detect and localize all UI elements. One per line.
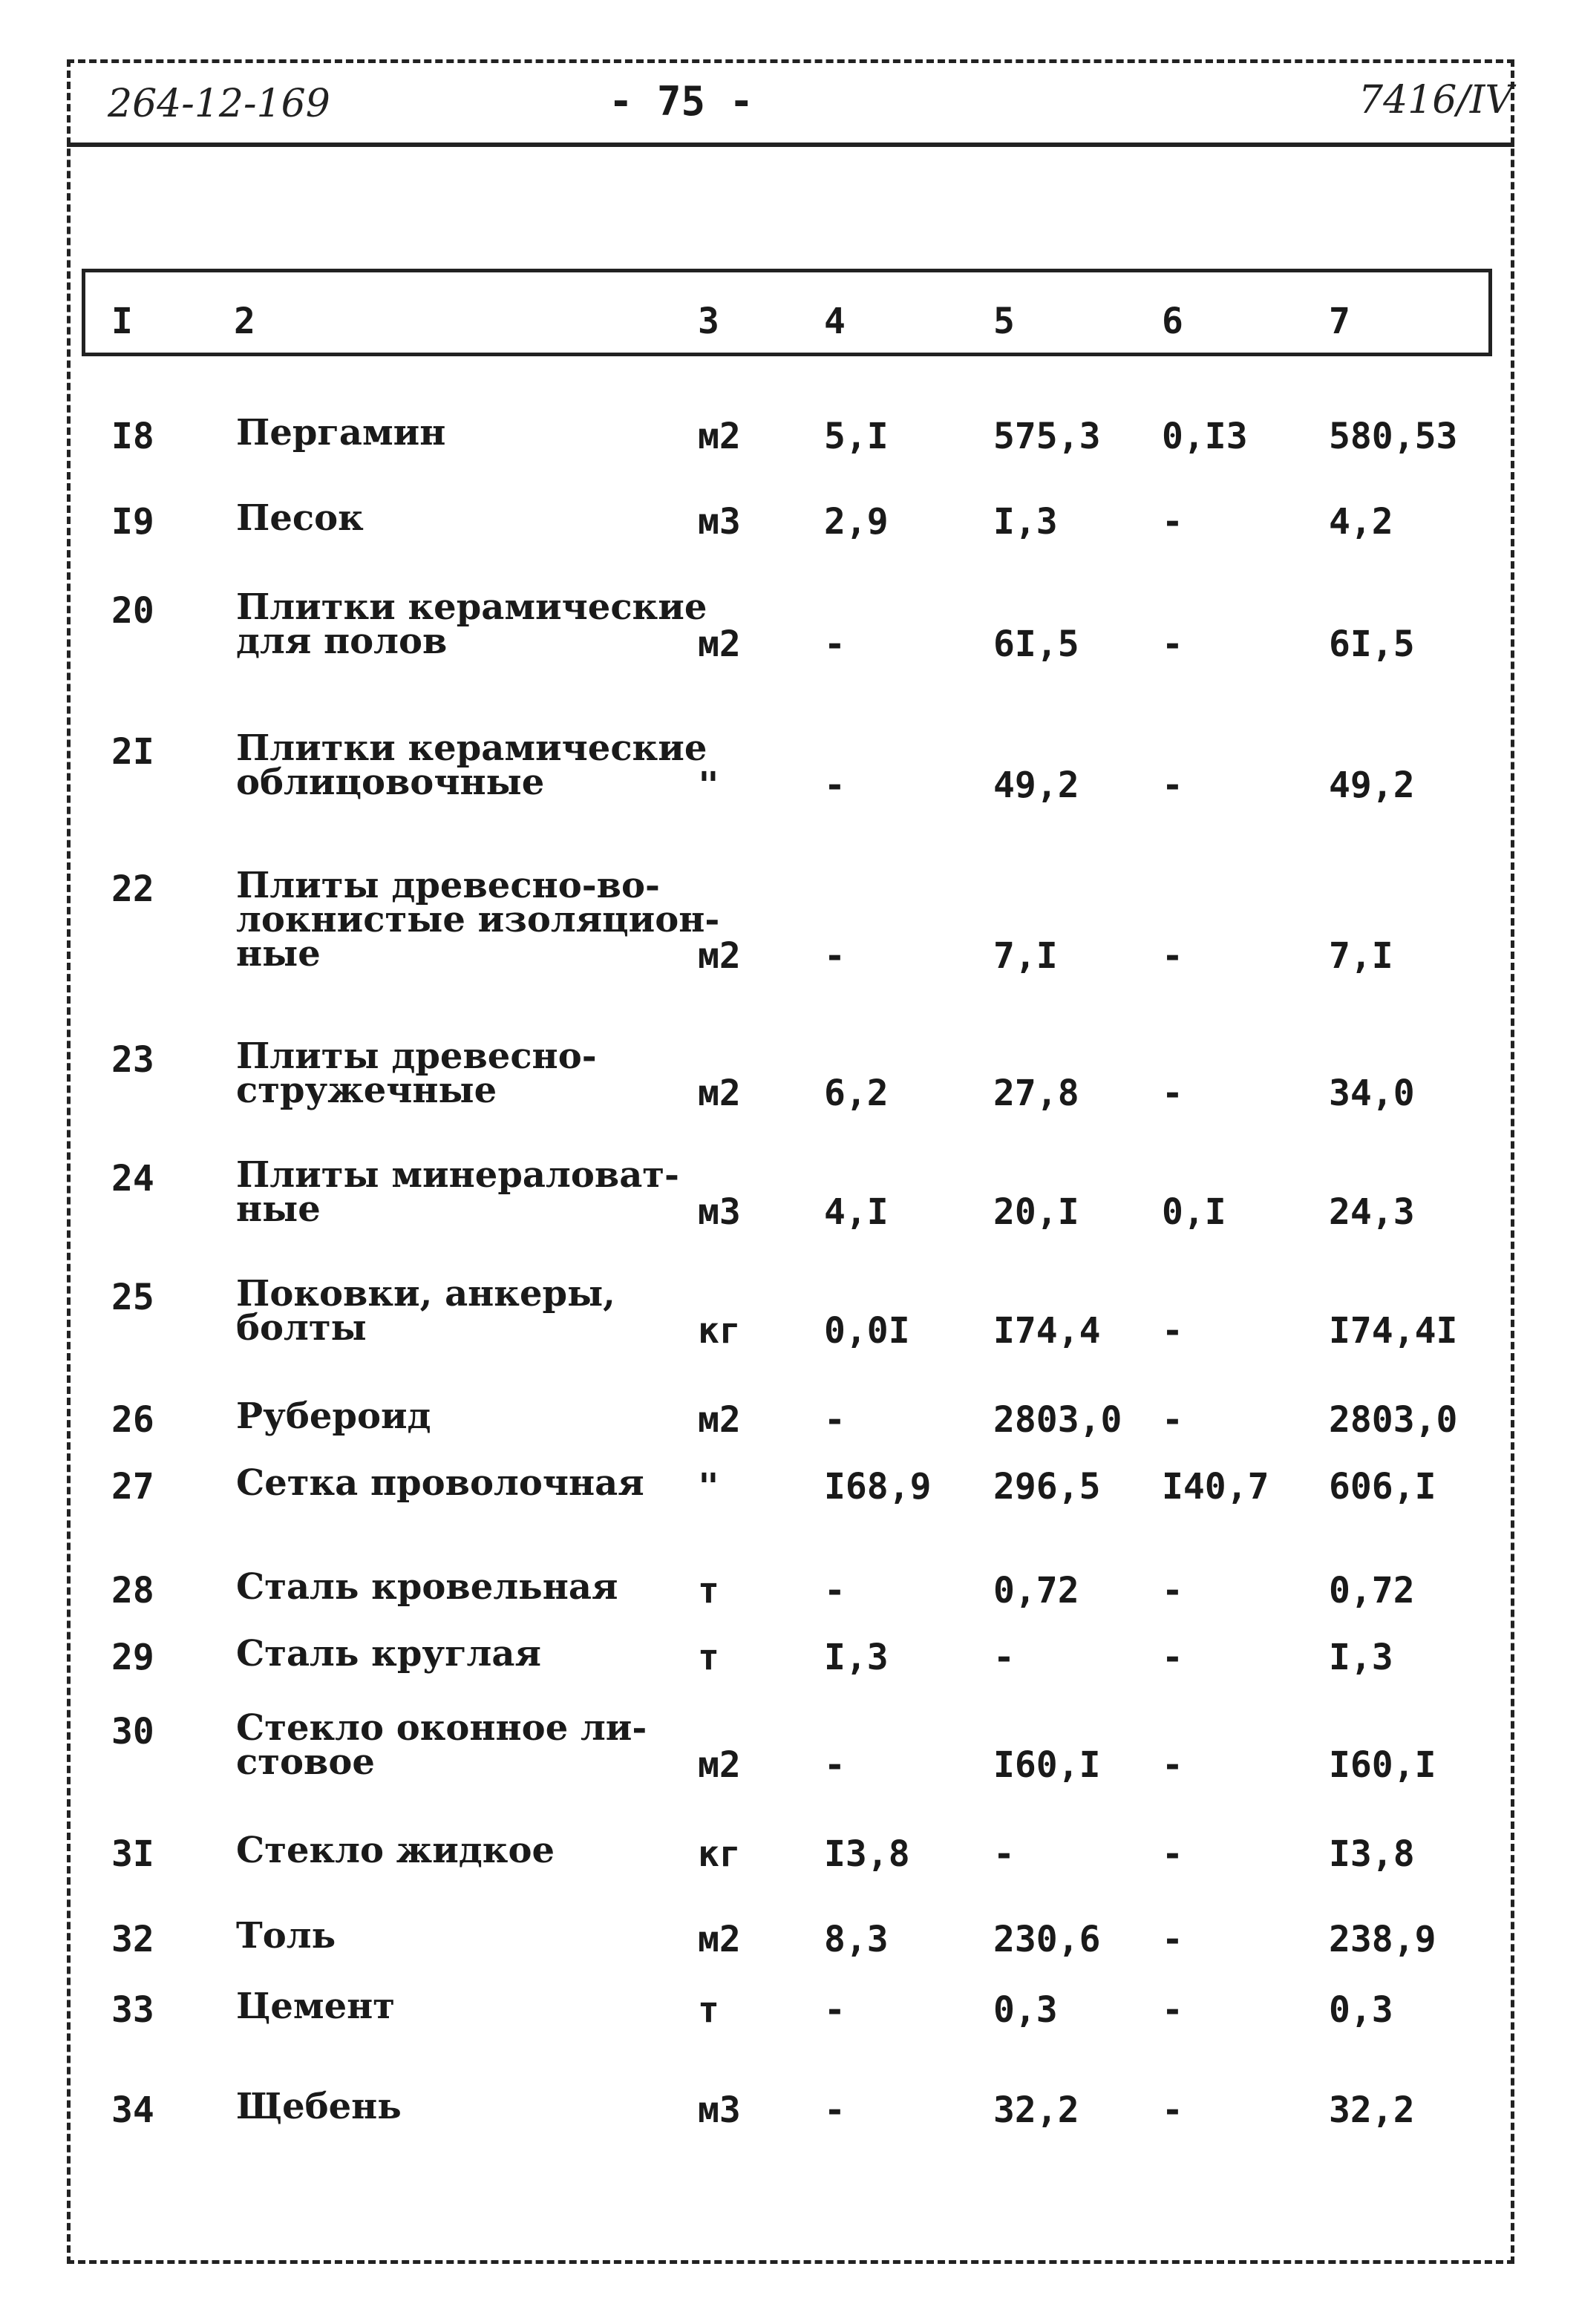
row-number: 25 xyxy=(111,1277,154,1318)
value-col-4: 8,3 xyxy=(824,1919,889,1960)
column-header-2: 2 xyxy=(234,301,255,342)
row-number: I8 xyxy=(111,416,154,457)
material-name: Толь xyxy=(236,1915,336,1957)
material-name: Щебень xyxy=(236,2086,402,2127)
value-col-7: I60,I xyxy=(1329,1744,1436,1786)
value-col-5: 32,2 xyxy=(993,2089,1079,2131)
value-col-7: I74,4I xyxy=(1329,1310,1458,1352)
value-col-4: - xyxy=(824,623,846,665)
value-col-6: - xyxy=(1162,623,1183,665)
material-name: Стекло жидкое xyxy=(236,1830,555,1871)
value-col-6: - xyxy=(1162,2089,1183,2131)
value-col-4: - xyxy=(824,1744,846,1786)
value-col-7: 6I,5 xyxy=(1329,623,1415,665)
column-header-row xyxy=(82,269,1492,356)
material-name: Сетка проволочная xyxy=(236,1462,644,1504)
row-number: 22 xyxy=(111,868,154,910)
value-col-5: 49,2 xyxy=(993,765,1079,806)
document-code: 264-12-169 xyxy=(108,82,330,126)
unit-of-measure: " xyxy=(698,1466,719,1508)
row-number: 28 xyxy=(111,1570,154,1611)
unit-of-measure: м3 xyxy=(698,501,741,543)
value-col-6: - xyxy=(1162,1744,1183,1786)
value-col-5: 20,I xyxy=(993,1191,1079,1233)
unit-of-measure: м3 xyxy=(698,1191,741,1233)
value-col-6: - xyxy=(1162,1637,1183,1678)
value-col-5: 0,72 xyxy=(993,1570,1079,1611)
value-col-5: I74,4 xyxy=(993,1310,1101,1352)
value-col-7: I,3 xyxy=(1329,1637,1393,1678)
value-col-6: - xyxy=(1162,1073,1183,1114)
value-col-4: 5,I xyxy=(824,416,889,457)
material-name: Плитки керамические для полов xyxy=(236,586,707,662)
value-col-7: I3,8 xyxy=(1329,1833,1415,1875)
value-col-4: 6,2 xyxy=(824,1073,889,1114)
value-col-5: 0,3 xyxy=(993,1989,1058,2031)
row-number: 20 xyxy=(111,590,154,632)
material-name: Рубероид xyxy=(236,1395,431,1437)
value-col-7: 238,9 xyxy=(1329,1919,1436,1960)
unit-of-measure: м2 xyxy=(698,1919,741,1960)
row-number: I9 xyxy=(111,501,154,543)
sheet-code: 7416/IV xyxy=(1359,78,1513,122)
value-col-4: 0,0I xyxy=(824,1310,910,1352)
material-name: Пергамин xyxy=(236,412,446,454)
value-col-4: - xyxy=(824,935,846,977)
unit-of-measure: кг xyxy=(698,1833,741,1875)
value-col-4: 2,9 xyxy=(824,501,889,543)
value-col-7: 32,2 xyxy=(1329,2089,1415,2131)
unit-of-measure: " xyxy=(698,765,719,806)
value-col-7: 34,0 xyxy=(1329,1073,1415,1114)
value-col-6: 0,I xyxy=(1162,1191,1226,1233)
value-col-6: 0,I3 xyxy=(1162,416,1248,457)
value-col-5: - xyxy=(993,1637,1015,1678)
unit-of-measure: м2 xyxy=(698,1073,741,1114)
row-number: 2I xyxy=(111,731,154,773)
value-col-4: - xyxy=(824,1570,846,1611)
unit-of-measure: м3 xyxy=(698,2089,741,2131)
value-col-6: - xyxy=(1162,1989,1183,2031)
page-number: - 75 - xyxy=(609,78,754,125)
row-number: 32 xyxy=(111,1919,154,1960)
unit-of-measure: м2 xyxy=(698,1744,741,1786)
row-number: 3I xyxy=(111,1833,154,1875)
row-number: 33 xyxy=(111,1989,154,2031)
value-col-7: 2803,0 xyxy=(1329,1399,1458,1441)
row-number: 27 xyxy=(111,1466,154,1508)
row-number: 29 xyxy=(111,1637,154,1678)
material-name: Плиты древесно- стружечные xyxy=(236,1035,597,1111)
value-col-5: 27,8 xyxy=(993,1073,1079,1114)
value-col-4: I3,8 xyxy=(824,1833,910,1875)
value-col-5: I60,I xyxy=(993,1744,1101,1786)
value-col-7: 49,2 xyxy=(1329,765,1415,806)
value-col-6: I40,7 xyxy=(1162,1466,1269,1508)
column-header-5: 5 xyxy=(993,301,1015,342)
value-col-6: - xyxy=(1162,1833,1183,1875)
value-col-6: - xyxy=(1162,501,1183,543)
value-col-7: 4,2 xyxy=(1329,501,1393,543)
material-name: Сталь кровельная xyxy=(236,1566,618,1608)
column-header-1: I xyxy=(111,301,133,342)
material-name: Цемент xyxy=(236,1986,396,2027)
value-col-4: - xyxy=(824,2089,846,2131)
value-col-7: 0,3 xyxy=(1329,1989,1393,2031)
value-col-5: 6I,5 xyxy=(993,623,1079,665)
unit-of-measure: м2 xyxy=(698,935,741,977)
value-col-5: I,3 xyxy=(993,501,1058,543)
value-col-5: 230,6 xyxy=(993,1919,1101,1960)
value-col-4: - xyxy=(824,1989,846,2031)
material-name: Сталь круглая xyxy=(236,1633,541,1675)
value-col-6: - xyxy=(1162,1310,1183,1352)
value-col-4: I68,9 xyxy=(824,1466,932,1508)
column-header-7: 7 xyxy=(1329,301,1350,342)
row-number: 30 xyxy=(111,1711,154,1752)
unit-of-measure: т xyxy=(698,1570,719,1611)
row-number: 24 xyxy=(111,1158,154,1199)
column-header-3: 3 xyxy=(698,301,719,342)
value-col-7: 606,I xyxy=(1329,1466,1436,1508)
material-name: Поковки, анкеры, болты xyxy=(236,1273,615,1349)
value-col-7: 24,3 xyxy=(1329,1191,1415,1233)
column-header-6: 6 xyxy=(1162,301,1183,342)
value-col-5: 2803,0 xyxy=(993,1399,1122,1441)
value-col-4: I,3 xyxy=(824,1637,889,1678)
value-col-5: - xyxy=(993,1833,1015,1875)
value-col-7: 0,72 xyxy=(1329,1570,1415,1611)
row-number: 26 xyxy=(111,1399,154,1441)
unit-of-measure: м2 xyxy=(698,416,741,457)
unit-of-measure: м2 xyxy=(698,1399,741,1441)
value-col-4: - xyxy=(824,765,846,806)
material-name: Стекло оконное ли- стовое xyxy=(236,1707,647,1783)
value-col-6: - xyxy=(1162,1399,1183,1441)
unit-of-measure: кг xyxy=(698,1310,741,1352)
value-col-6: - xyxy=(1162,765,1183,806)
value-col-4: - xyxy=(824,1399,846,1441)
unit-of-measure: т xyxy=(698,1637,719,1678)
unit-of-measure: м2 xyxy=(698,623,741,665)
material-name: Плитки керамические облицовочные xyxy=(236,727,707,803)
unit-of-measure: т xyxy=(698,1989,719,2031)
material-name: Песок xyxy=(236,497,364,539)
row-number: 23 xyxy=(111,1039,154,1081)
row-number: 34 xyxy=(111,2089,154,2131)
value-col-6: - xyxy=(1162,935,1183,977)
value-col-6: - xyxy=(1162,1570,1183,1611)
value-col-7: 7,I xyxy=(1329,935,1393,977)
value-col-5: 7,I xyxy=(993,935,1058,977)
material-name: Плиты минераловат- ные xyxy=(236,1154,679,1230)
material-name: Плиты древесно-во- локнистые изоляцион- ные xyxy=(236,865,720,975)
column-header-4: 4 xyxy=(824,301,846,342)
value-col-6: - xyxy=(1162,1919,1183,1960)
value-col-5: 575,3 xyxy=(993,416,1101,457)
value-col-4: 4,I xyxy=(824,1191,889,1233)
value-col-5: 296,5 xyxy=(993,1466,1101,1508)
value-col-7: 580,53 xyxy=(1329,416,1458,457)
header-rule xyxy=(67,143,1514,147)
